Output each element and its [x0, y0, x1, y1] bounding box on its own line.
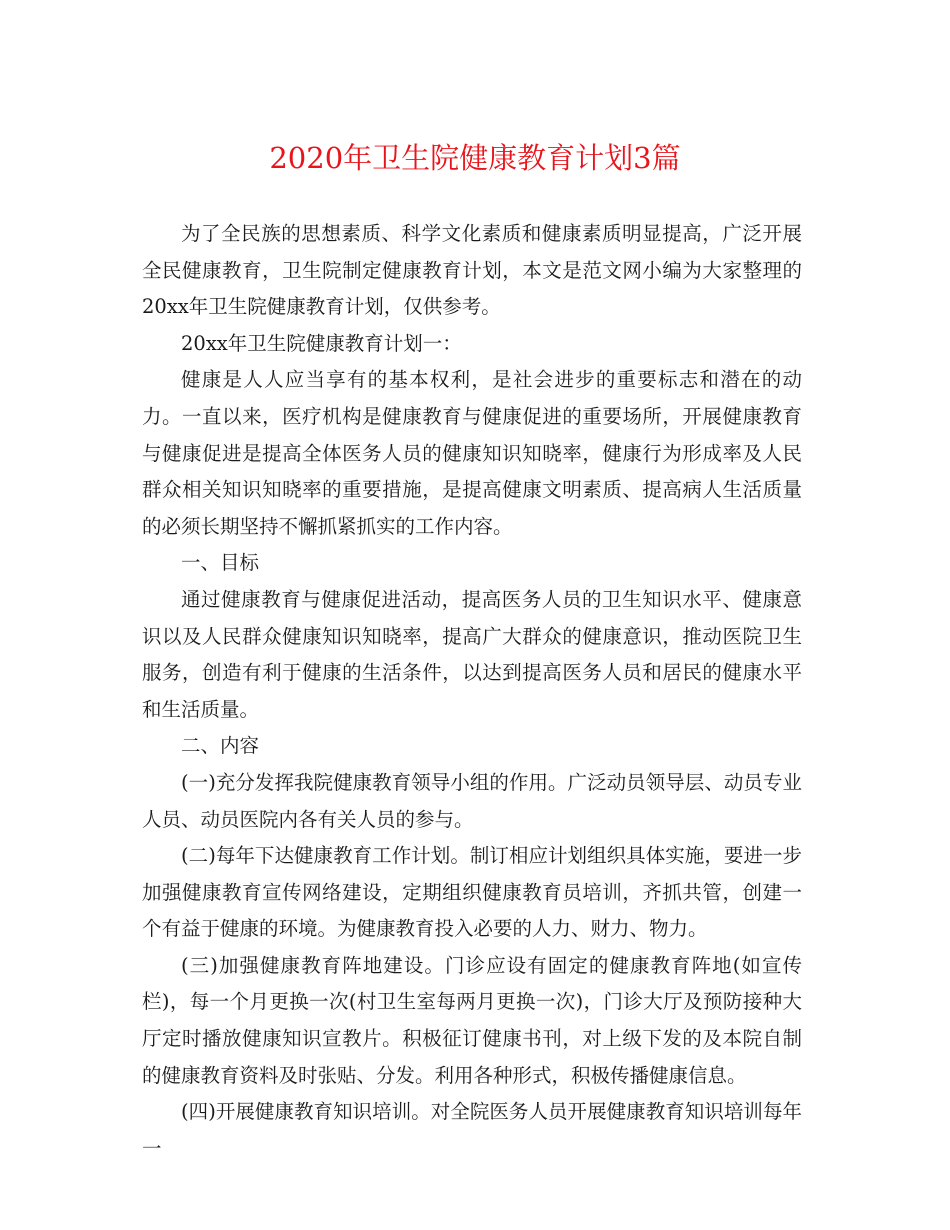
paragraph-item-2: (二)每年下达健康教育工作计划。制订相应计划组织具体实施，要进一步加强健康教育宣传网络建设，定期组织健康教育员培训，齐抓共管，创建一个有益于健康的环境。为健康教育投入必要的人力、财力、物力。	[142, 844, 802, 941]
paragraph-goals: 通过健康教育与健康促进活动，提高医务人员的卫生知识水平、健康意识以及人民群众健康知识知晓率，提高广大群众的健康意识，推动医院卫生服务，创造有利于健康的生活条件，以达到提高医务人员和居民的健康水平和生活质量。	[142, 587, 802, 721]
section-heading-goals: 一、目标	[181, 551, 260, 575]
section-heading-content: 二、内容	[181, 734, 260, 758]
paragraph-item-1: (一)充分发挥我院健康教育领导小组的作用。广泛动员领导层、动员专业人员、动员医院内各有关人员的参与。	[142, 770, 802, 831]
document-title: 2020年卫生院健康教育计划3篇	[269, 141, 681, 175]
paragraph-item-4: (四)开展健康教育知识培训。对全院医务人员开展健康教育知识培训每年一	[142, 1100, 802, 1160]
paragraph-item-3: (三)加强健康教育阵地建设。门诊应设有固定的健康教育阵地(如宣传栏)，每一个月更换一次(村卫生室每两月更换一次)，门诊大厅及预防接种大厅定时播放健康知识宣教片。积极征订健康书刊，对上级下发的及本院自制的健康教育资料及时张贴、分发。利用各种形式，积极传播健康信息。	[142, 953, 802, 1087]
paragraph-health-rights: 健康是人人应当享有的基本权利，是社会进步的重要标志和潜在的动力。一直以来，医疗机构是健康教育与健康促进的重要场所，开展健康教育与健康促进是提高全体医务人员的健康知识知晓率，健康行为形成率及人民群众相关知识知晓率的重要措施，是提高健康文明素质、提高病人生活质量的必须长期坚持不懈抓紧抓实的工作内容。	[142, 368, 802, 538]
paragraph-intro: 为了全民族的思想素质、科学文化素质和健康素质明显提高，广泛开展全民健康教育，卫生院制定健康教育计划，本文是范文网小编为大家整理的20xx年卫生院健康教育计划，仅供参考。	[142, 222, 802, 319]
paragraph-plan-one-heading: 20xx年卫生院健康教育计划一：	[181, 331, 462, 355]
document-body	[142, 216, 802, 1167]
